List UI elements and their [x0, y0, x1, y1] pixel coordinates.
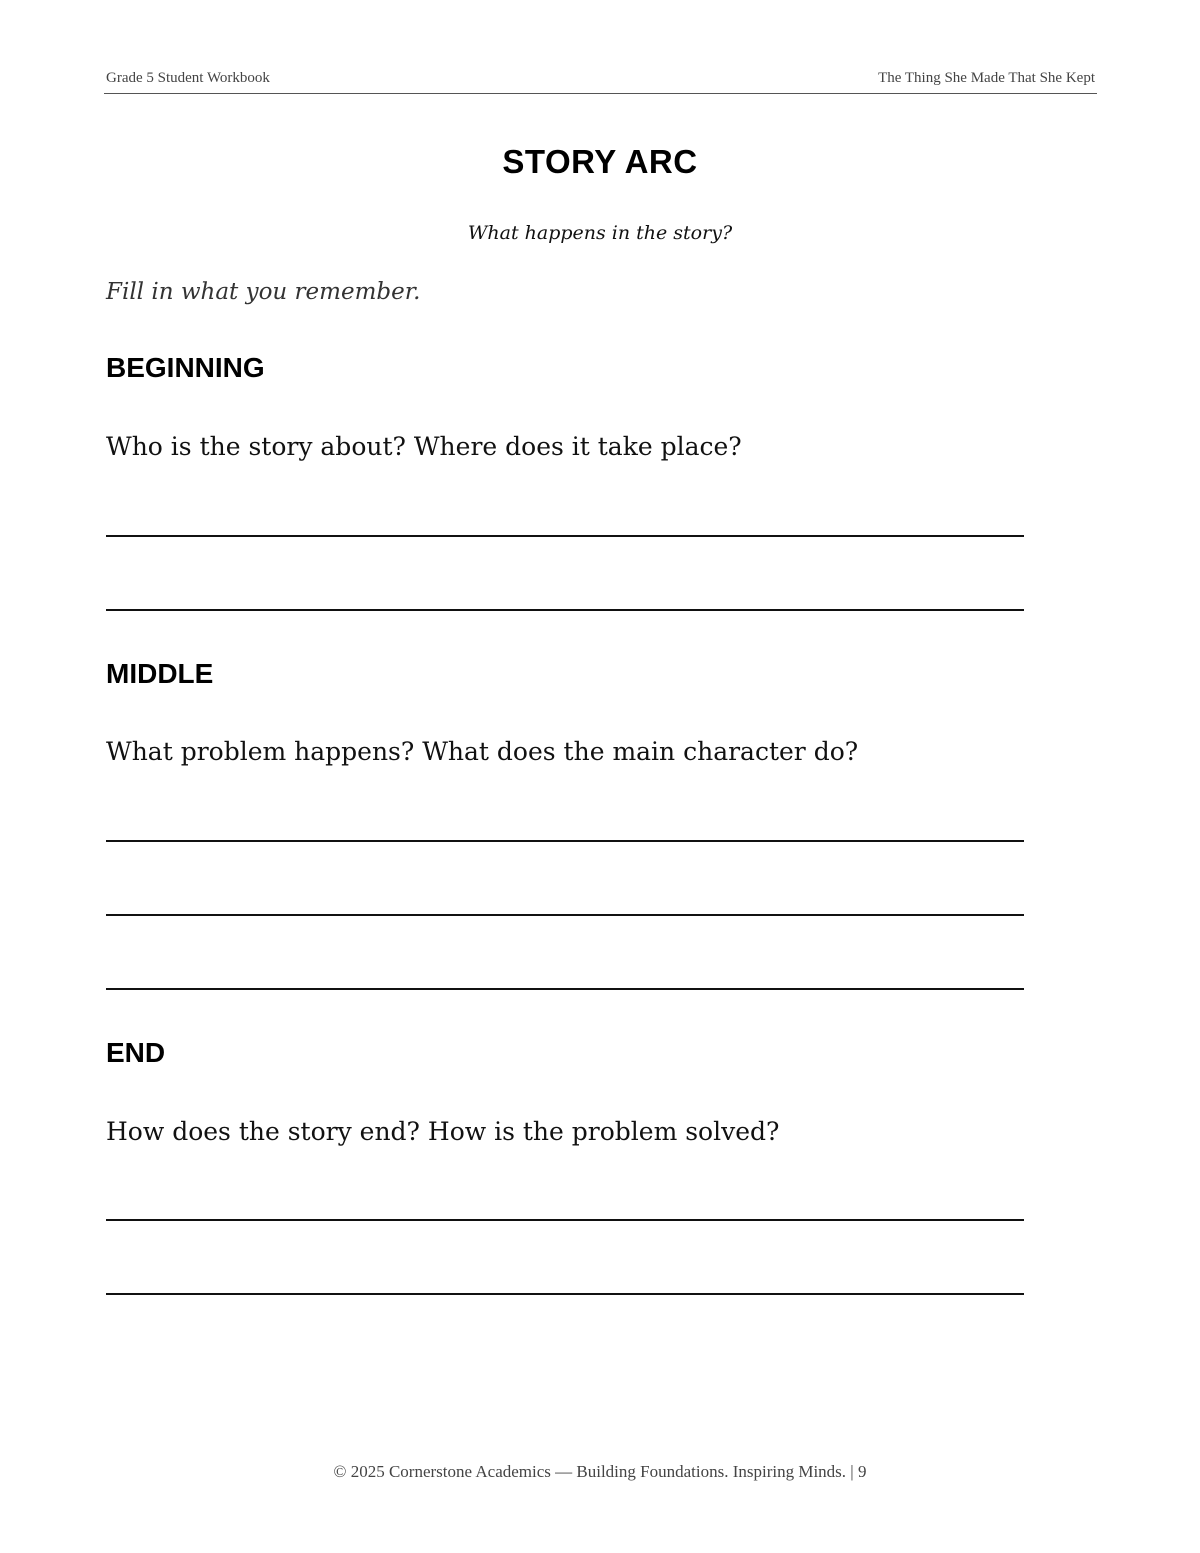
instruction-text: Fill in what you remember. [106, 279, 421, 305]
answer-line-middle-3[interactable] [106, 988, 1024, 990]
answer-line-middle-2[interactable] [106, 914, 1024, 916]
page-subtitle: What happens in the story? [467, 222, 733, 244]
header-story-title: The Thing She Made That She Kept [878, 70, 1095, 86]
answer-line-beginning-1[interactable] [106, 535, 1024, 537]
answer-line-end-1[interactable] [106, 1219, 1024, 1221]
section-heading-beginning: BEGINNING [106, 352, 265, 383]
answer-line-beginning-2[interactable] [106, 609, 1024, 611]
prompt-end: How does the story end? How is the problem solved? [106, 1117, 780, 1146]
section-heading-end: END [106, 1037, 166, 1068]
section-heading-middle: MIDDLE [106, 658, 214, 689]
page-footer: © 2025 Cornerstone Academics — Building Foundations. Inspiring Minds. | 9 [333, 1462, 867, 1481]
prompt-middle: What problem happens? What does the main character do? [106, 737, 859, 766]
header-workbook-title: Grade 5 Student Workbook [106, 70, 270, 86]
page-header [104, 68, 1097, 94]
answer-line-end-2[interactable] [106, 1293, 1024, 1295]
prompt-beginning: Who is the story about? Where does it take place? [106, 432, 742, 461]
answer-line-middle-1[interactable] [106, 840, 1024, 842]
page-title: STORY ARC [502, 143, 698, 180]
